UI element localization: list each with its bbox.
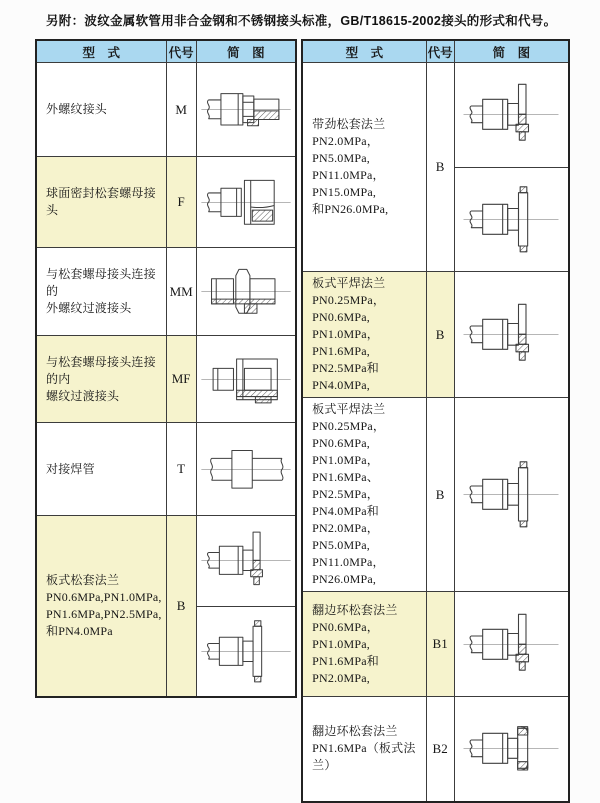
table-row — [36, 516, 296, 698]
diagram-cell — [454, 697, 569, 802]
diagram-cell — [196, 423, 296, 516]
table-row — [36, 336, 296, 423]
type-text-line: PN1.0MPa，PN1.6MPa, — [312, 327, 379, 358]
fitting-tables — [35, 39, 570, 803]
code-cell: F — [166, 157, 196, 248]
diagram-cell — [196, 248, 296, 336]
code-cell: B1 — [426, 592, 454, 697]
flange-holes-diagram — [455, 167, 569, 272]
flange-holes-diagram — [197, 606, 296, 697]
code-cell: B2 — [426, 697, 454, 802]
header-code: 代号 — [426, 40, 454, 63]
type-cell — [36, 516, 166, 698]
table-row — [302, 63, 569, 272]
diagram-cell — [454, 63, 569, 272]
type-text-line: PN0.6MPa,PN1.0MPa, — [46, 590, 162, 604]
diagram-cell — [196, 157, 296, 248]
type-cell — [36, 63, 166, 157]
type-text-line: PN1.6MPa,PN2.5MPa, — [46, 607, 162, 621]
fitting-table-left — [35, 39, 297, 698]
diagram-cell — [454, 272, 569, 398]
page-title: 另附：波纹金属软管用非合金钢和不锈钢接头标准，GB/T18615-2002接头的形式和代号。 — [46, 14, 557, 28]
code-cell: B — [426, 398, 454, 592]
header-diagram: 简 图 — [454, 40, 569, 63]
table-row — [302, 592, 569, 697]
diagram-cell — [196, 336, 296, 423]
type-cell — [302, 63, 426, 272]
type-text-line: 与松套螺母接头连接的 — [46, 267, 156, 298]
type-text-line: PN1.6MPa和PN2.0MPa, — [312, 653, 379, 685]
header-type: 型 式 — [302, 40, 426, 63]
type-text-line: 板式松套法兰 — [46, 573, 120, 587]
type-text-line: PN0.25MPa，PN0.6MPa, — [312, 293, 386, 324]
code-cell: MM — [166, 248, 196, 336]
flange-up-diagram — [455, 301, 569, 368]
type-cell — [302, 592, 426, 697]
type-text-line: PN11.0MPa，PN26.0MPa, — [312, 555, 385, 586]
header-code: 代号 — [166, 40, 196, 63]
type-text-line: 板式平焊法兰 — [312, 402, 386, 416]
fitting-table-right — [301, 39, 570, 803]
b2-flange-diagram — [455, 715, 569, 782]
type-text-line: PN11.0MPa，PN15.0MPa, — [312, 168, 385, 199]
type-text-line: 与松套螺母接头连接的内 — [46, 354, 156, 386]
male-thread-diagram — [197, 78, 296, 141]
type-text-line: PN2.5MPa和PN4.0MPa, — [312, 361, 379, 392]
female-adapter-diagram — [197, 348, 296, 411]
code-cell: T — [166, 423, 196, 516]
table-row — [36, 248, 296, 336]
header-diagram: 简 图 — [196, 40, 296, 63]
type-text-line: 翻边环松套法兰 — [312, 724, 398, 739]
type-text-line: PN1.0MPa，PN1.6MPa、 — [312, 453, 379, 484]
code-cell: MF — [166, 336, 196, 423]
union-nut-diagram — [197, 171, 296, 234]
type-text-line: PN0.25MPa，PN0.6MPa, — [312, 419, 386, 450]
table-row — [302, 272, 569, 398]
diagram-cell — [196, 516, 296, 698]
type-text-line: PN2.5MPa，PN4.0MPa和 — [312, 487, 379, 518]
flange-up-diagram — [455, 63, 569, 167]
type-text-line: PN2.0MPa，PN5.0MPa, — [312, 134, 379, 165]
type-cell — [36, 423, 166, 516]
flange-holes-diagram — [455, 461, 569, 528]
type-text-line: 板式平焊法兰 — [312, 276, 386, 290]
type-text-line: PN1.6MPa（板式法兰） — [312, 741, 416, 773]
diagram-cell — [196, 63, 296, 157]
type-cell — [36, 336, 166, 423]
table-row — [302, 697, 569, 802]
code-cell: B — [426, 63, 454, 272]
type-text-line: 带劲松套法兰 — [312, 117, 386, 131]
butt-weld-diagram — [197, 438, 296, 501]
code-cell: B — [166, 516, 196, 698]
code-cell: M — [166, 63, 196, 157]
type-cell — [36, 157, 166, 248]
type-cell — [36, 248, 166, 336]
type-text-line: 外螺纹过渡接头 — [46, 301, 132, 315]
table-row — [36, 157, 296, 248]
diagram-cell — [454, 398, 569, 592]
type-text-line: 和PN26.0MPa, — [312, 202, 389, 216]
type-text-line: PN2.0MPa，PN5.0MPa, — [312, 521, 379, 552]
table-row — [36, 423, 296, 516]
header-type: 型 式 — [36, 40, 166, 63]
diagram-cell — [454, 592, 569, 697]
nipple-diagram — [197, 260, 296, 323]
flange-up-diagram — [455, 611, 569, 678]
type-cell — [302, 697, 426, 802]
code-cell: B — [426, 272, 454, 398]
type-text-line: PN0.6MPa，PN1.0MPa, — [312, 619, 379, 651]
type-text-line: 对接焊管 — [46, 461, 95, 476]
type-text-line: 外螺纹接头 — [46, 102, 108, 116]
type-cell — [302, 398, 426, 592]
type-text-line: 螺纹过渡接头 — [46, 388, 120, 403]
type-text-line: 翻边环松套法兰 — [312, 602, 398, 617]
type-cell — [302, 272, 426, 398]
flange-up-diagram — [197, 516, 296, 606]
type-text-line: 球面密封松套螺母接头 — [46, 186, 156, 217]
type-text-line: 和PN4.0MPa — [46, 624, 113, 638]
table-row — [302, 398, 569, 592]
table-row — [36, 63, 296, 157]
